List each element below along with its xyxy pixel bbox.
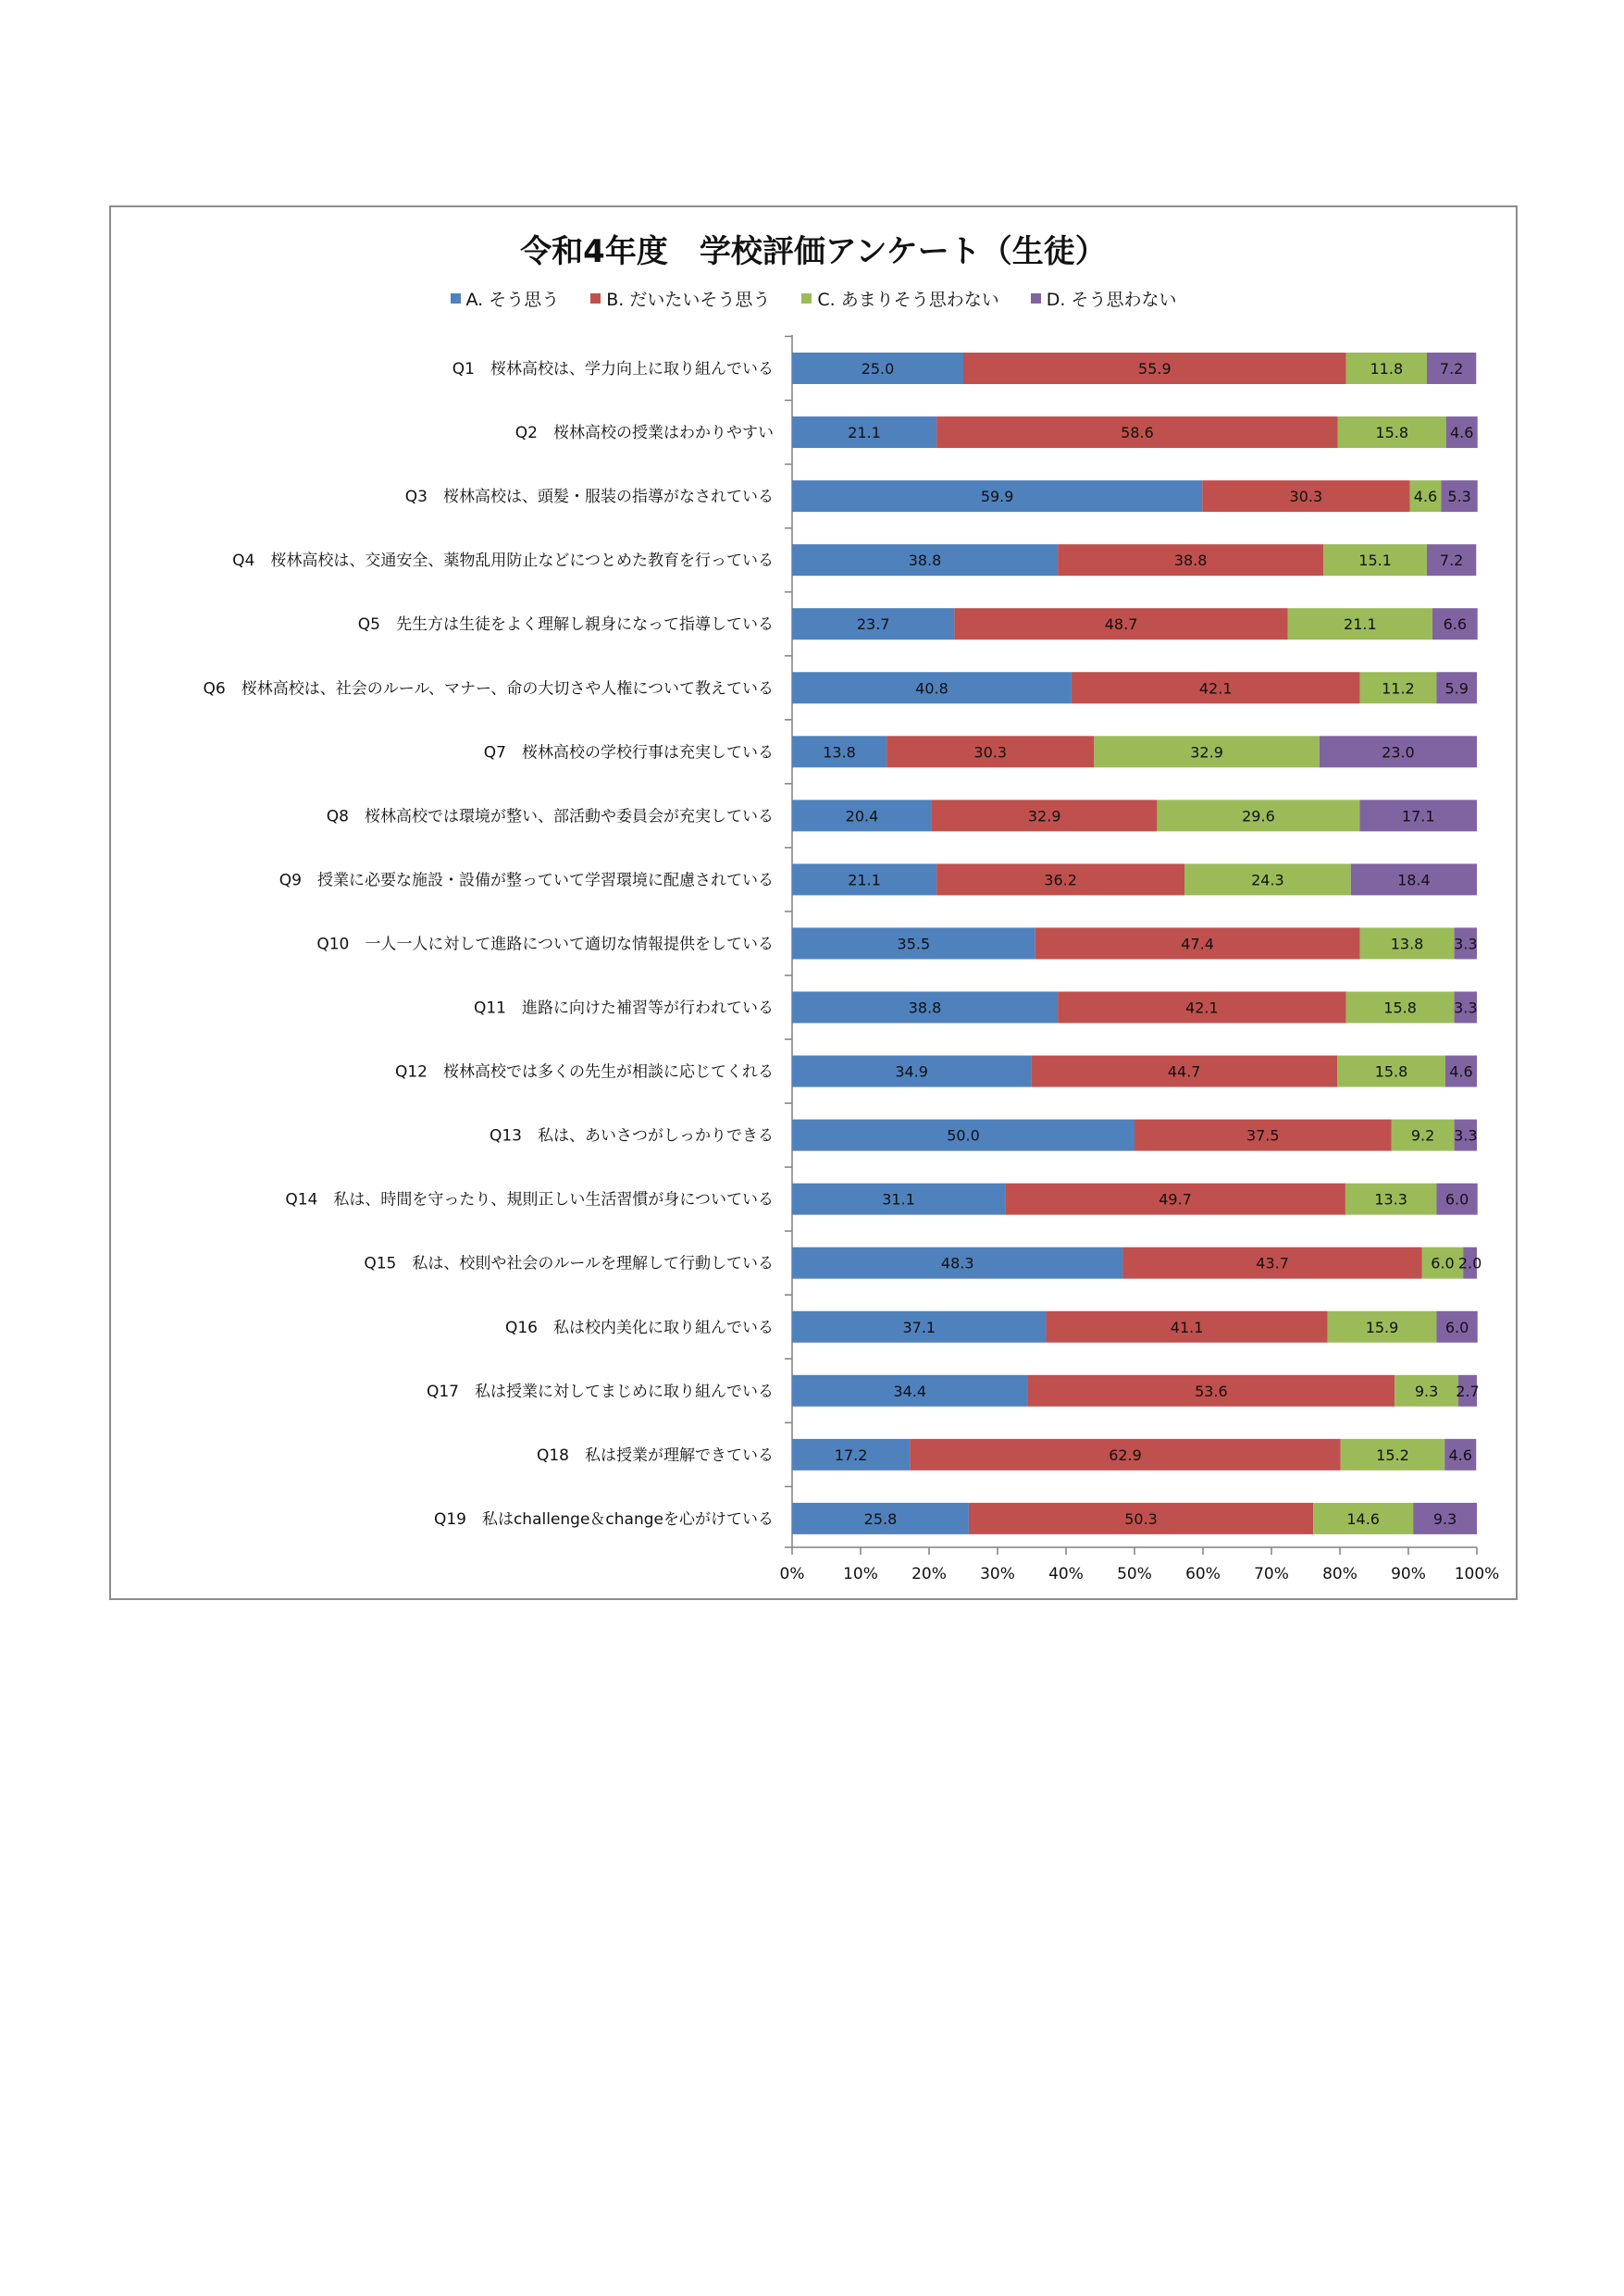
- x-tick-label: 20%: [911, 1565, 947, 1583]
- category-label: Q3 桜林高校は、頭髪・服装の指導がなされている: [404, 488, 774, 507]
- category-label: Q9 授業に必要な施設・設備が整っていて学習環境に配慮されている: [279, 871, 774, 890]
- data-label: 31.1: [882, 1190, 915, 1209]
- x-tick-label: 90%: [1391, 1565, 1426, 1583]
- data-label: 38.8: [908, 552, 942, 570]
- x-tick-label: 40%: [1048, 1565, 1084, 1583]
- data-label: 15.8: [1374, 1062, 1408, 1081]
- data-label: 42.1: [1185, 999, 1219, 1017]
- data-label: 3.3: [1454, 1126, 1478, 1145]
- data-label: 13.3: [1374, 1190, 1407, 1209]
- data-label: 34.9: [895, 1062, 928, 1081]
- category-label: Q11 進路に向けた補習等が行われている: [473, 999, 774, 1018]
- category-label: Q19 私はchallenge＆changeを心がけている: [433, 1509, 774, 1529]
- data-label: 14.6: [1346, 1509, 1380, 1528]
- data-label: 58.6: [1121, 424, 1154, 442]
- category-label: Q6 桜林高校は、社会のルール、マナー、命の大切さや人権について教えている: [203, 679, 774, 699]
- data-label: 6.0: [1444, 1318, 1469, 1336]
- data-label: 2.0: [1457, 1254, 1482, 1272]
- data-label: 38.8: [1173, 552, 1208, 570]
- plot-area: [111, 207, 1516, 1598]
- chart-frame: [109, 205, 1518, 1600]
- data-label: 13.8: [1390, 935, 1424, 953]
- data-label: 6.6: [1443, 615, 1468, 634]
- data-label: 20.4: [845, 807, 879, 825]
- data-label: 23.0: [1382, 743, 1415, 762]
- data-label: 30.3: [1289, 488, 1323, 506]
- category-label: Q16 私は校内美化に取り組んでいる: [504, 1318, 774, 1337]
- data-label: 25.8: [863, 1509, 898, 1528]
- x-tick-label: 10%: [843, 1565, 878, 1583]
- data-label: 32.9: [1190, 743, 1223, 762]
- legend-label: C. あまりそう思わない: [817, 290, 999, 310]
- data-label: 48.3: [940, 1254, 974, 1272]
- data-label: 21.1: [848, 424, 881, 442]
- data-label: 23.7: [856, 615, 890, 634]
- data-label: 5.9: [1444, 679, 1469, 698]
- category-label: Q5 先生方は生徒をよく理解し親身になって指導している: [357, 615, 774, 635]
- data-label: 49.7: [1159, 1190, 1192, 1209]
- data-label: 4.6: [1449, 424, 1474, 442]
- data-label: 21.1: [1344, 615, 1377, 634]
- data-label: 37.1: [902, 1318, 936, 1336]
- data-label: 15.8: [1375, 424, 1409, 442]
- data-label: 34.4: [893, 1382, 927, 1400]
- data-label: 13.8: [823, 743, 856, 762]
- category-label: Q8 桜林高校では環境が整い、部活動や委員会が充実している: [326, 807, 774, 826]
- legend-label: B. だいたいそう思う: [606, 290, 771, 310]
- data-label: 4.6: [1413, 488, 1438, 506]
- x-tick-label: 60%: [1185, 1565, 1221, 1583]
- legend-label: D. そう思わない: [1046, 290, 1177, 310]
- data-label: 62.9: [1109, 1446, 1142, 1464]
- data-label: 2.7: [1456, 1382, 1480, 1400]
- data-label: 15.1: [1358, 552, 1392, 570]
- category-label: Q18 私は授業が理解できている: [536, 1446, 774, 1465]
- data-label: 42.1: [1198, 679, 1233, 698]
- data-label: 41.1: [1170, 1318, 1204, 1336]
- data-label: 15.9: [1365, 1318, 1399, 1336]
- chart-title: 令和4年度 学校評価アンケート（生徒）: [520, 233, 1107, 270]
- data-label: 9.3: [1414, 1382, 1439, 1400]
- data-label: 3.3: [1454, 999, 1478, 1017]
- category-label: Q17 私は授業に対してまじめに取り組んでいる: [426, 1382, 774, 1401]
- category-label: Q10 一人一人に対して進路について適切な情報提供をしている: [316, 935, 774, 954]
- data-label: 59.9: [980, 488, 1014, 506]
- data-label: 38.8: [908, 999, 942, 1017]
- x-tick-label: 0%: [779, 1565, 805, 1583]
- category-label: Q15 私は、校則や社会のルールを理解して行動している: [364, 1254, 774, 1273]
- category-label: Q13 私は、あいさつがしっかりできる: [489, 1126, 774, 1146]
- data-label: 50.0: [947, 1126, 980, 1145]
- data-label: 37.5: [1246, 1126, 1280, 1145]
- data-label: 4.6: [1449, 1062, 1473, 1081]
- x-tick-label: 80%: [1322, 1565, 1357, 1583]
- data-label: 35.5: [897, 935, 931, 953]
- data-label: 44.7: [1167, 1062, 1201, 1081]
- data-label: 24.3: [1251, 871, 1284, 889]
- data-label: 43.7: [1256, 1254, 1289, 1272]
- data-label: 11.8: [1370, 360, 1404, 378]
- x-tick-label: 100%: [1454, 1565, 1500, 1583]
- data-label: 5.3: [1447, 488, 1471, 506]
- data-label: 11.2: [1382, 679, 1415, 698]
- category-label: Q2 桜林高校の授業はわかりやすい: [514, 424, 774, 443]
- category-label: Q7 桜林高校の学校行事は充実している: [483, 743, 774, 763]
- data-label: 6.0: [1431, 1254, 1455, 1272]
- data-label: 9.2: [1410, 1126, 1435, 1145]
- data-label: 15.2: [1376, 1446, 1409, 1464]
- data-label: 53.6: [1195, 1382, 1228, 1400]
- data-label: 30.3: [973, 743, 1008, 762]
- data-label: 29.6: [1242, 807, 1275, 825]
- data-label: 36.2: [1044, 871, 1077, 889]
- category-label: Q14 私は、時間を守ったり、規則正しい生活習慣が身についている: [285, 1190, 774, 1210]
- x-tick-label: 30%: [980, 1565, 1015, 1583]
- data-label: 7.2: [1439, 360, 1464, 378]
- data-label: 6.0: [1444, 1190, 1469, 1209]
- x-tick-label: 50%: [1117, 1565, 1152, 1583]
- legend-label: A. そう思う: [465, 290, 560, 310]
- data-label: 47.4: [1181, 935, 1214, 953]
- data-label: 4.6: [1448, 1446, 1472, 1464]
- data-label: 9.3: [1432, 1509, 1457, 1528]
- data-label: 40.8: [915, 679, 948, 698]
- data-label: 17.2: [834, 1446, 868, 1464]
- category-label: Q12 桜林高校では多くの先生が相談に応じてくれる: [394, 1062, 774, 1082]
- data-label: 25.0: [861, 360, 895, 378]
- data-label: 21.1: [848, 871, 881, 889]
- data-label: 7.2: [1439, 552, 1464, 570]
- category-label: Q4 桜林高校は、交通安全、薬物乱用防止などにつとめた教育を行っている: [232, 552, 774, 571]
- data-label: 55.9: [1138, 360, 1172, 378]
- x-tick-label: 70%: [1254, 1565, 1289, 1583]
- category-label: Q1 桜林高校は、学力向上に取り組んでいる: [452, 360, 774, 379]
- data-label: 50.3: [1124, 1509, 1158, 1528]
- data-label: 32.9: [1027, 807, 1061, 825]
- data-label: 18.4: [1397, 871, 1431, 889]
- data-label: 15.8: [1383, 999, 1417, 1017]
- data-label: 17.1: [1401, 807, 1435, 825]
- data-label: 48.7: [1104, 615, 1138, 634]
- data-label: 3.3: [1454, 935, 1478, 953]
